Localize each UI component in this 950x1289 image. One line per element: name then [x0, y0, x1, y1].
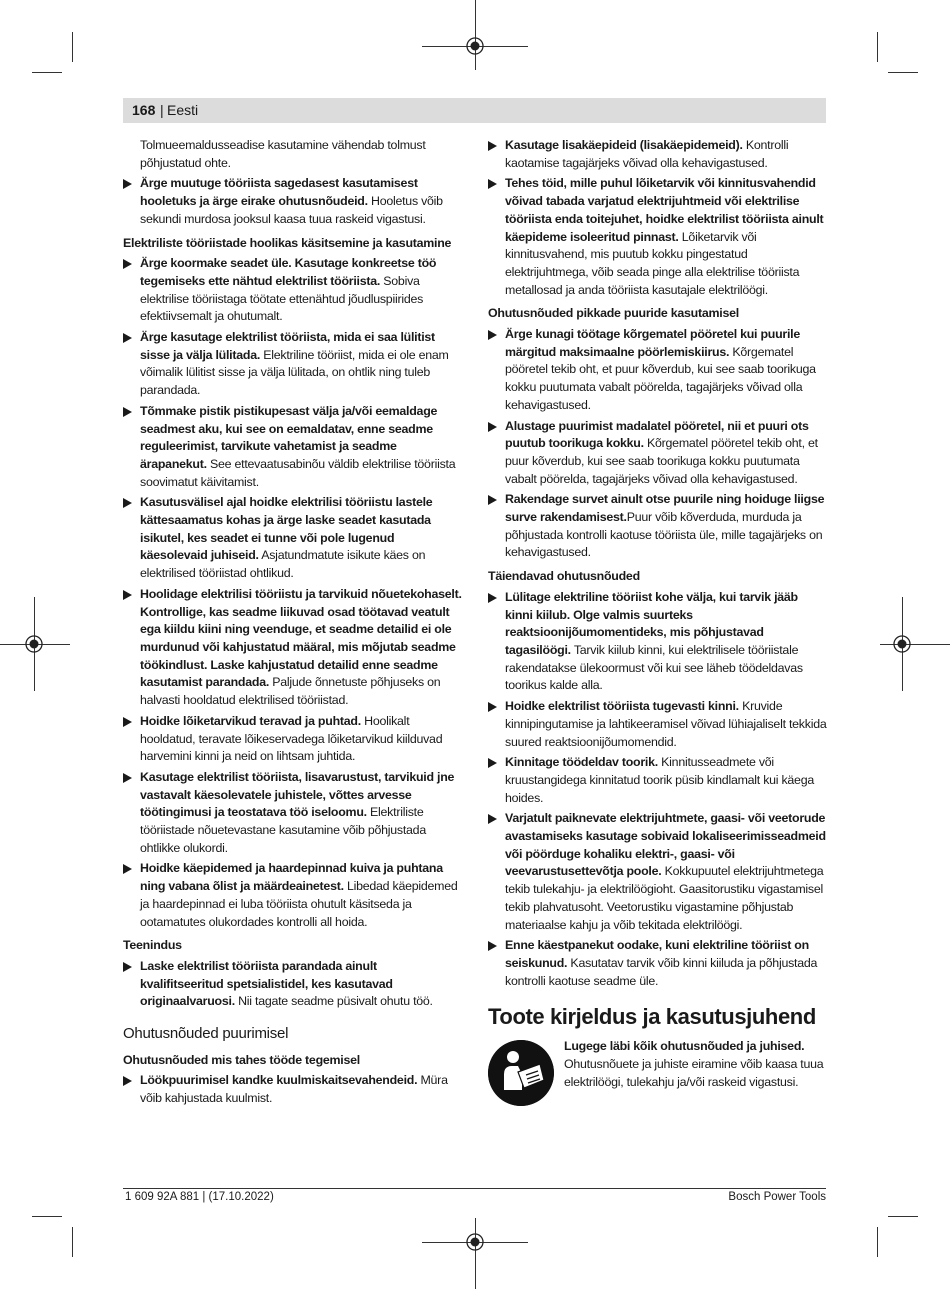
list-item: Ärge kunagi töötage kõrgematel pööretel kui puurile märgitud maksimaalne pöörlemiskiirus. Kõrgematel pööretel tekib oht, et puur kõverdub, kui see saab toorikuga kokku puutumata vabalt pöörelda, tagajärjeks võivad olla kehavigastused. — [488, 326, 828, 415]
crop-mark — [72, 1227, 73, 1257]
list-item: Hoolidage elektrilisi tööriistu ja tarvikuid nõuetekohaselt. Kontrollige, kas seadme liikuvad osad töötavad veatult ega kiildu kiini ning veenduge, et seadme detailid ei ole murdunud või kahjustatud määral, mis mõjutab seadme töökindlust. Laske kahjustatud detailid enne seadme kasutamist parandada. Paljude õnnetuste põhjuseks on halvasti hooldatud elektrilised tööriistad. — [123, 586, 463, 710]
bullet-triangle-icon — [488, 941, 497, 951]
read-manual-icon — [488, 1040, 554, 1106]
list-item: Varjatult paiknevate elektrijuhtmete, gaasi- või veetorude avastamiseks kasutage sobivaid lokaliseerimisseadmeid või pöörduge kohaliku elektri-, gaasi- või veevarustusettevõtja poole. Kokkupuutel elektrijuhtmetega tekib tulekahju- ja elektrilöögioht. Gaasitorustiku vigastamisel tekib plahvatusoht. Veetorustiku vigastamine põhjustab materiaalse kahju ja võib tekitada elektrilöögi. — [488, 810, 828, 934]
bullet-triangle-icon — [123, 333, 132, 343]
continued-paragraph: Tolmueemaldusseadise kasutamine vähendab tolmust põhjustatud ohte. — [140, 138, 426, 170]
bullet-triangle-icon — [488, 330, 497, 340]
crop-mark — [888, 72, 918, 73]
list-item: Hoidke lõiketarvikud teravad ja puhtad. Hoolikalt hooldatud, teravate lõikeservadega lõiketarvikud kiilduvad harvemini kinni ja neid on lihtsam juhtida. — [123, 713, 463, 766]
list-item: Lülitage elektriline tööriist kohe välja, kui tarvik jääb kinni kiilub. Olge valmis suurteks reaktsioonijõumomentideks, mis põhjustavad tagasilöögi. Tarvik kiilub kinni, kui elektrilisele tööriistale rakendatakse ülekoormust või kui see läheb töödeldavas toorikus kalde alla. — [488, 589, 828, 695]
crop-mark — [880, 644, 950, 645]
read-manual-text: Lugege läbi kõik ohutusnõuded ja juhised. Ohutusnõuete ja juhiste eiramine võib kaasa tuua elektrilöögi, tulekahju ja/või raskeid vigastusi. — [564, 1039, 824, 1089]
bullet-triangle-icon — [488, 814, 497, 824]
list-item: Enne käestpanekut oodake, kuni elektriline tööriist on seiskunud. Kasutatav tarvik võib kinni kiiluda ja põhjustada kontrolli kaotuse seadme üle. — [488, 937, 828, 990]
registration-mark-icon — [465, 36, 485, 56]
registration-mark-icon — [465, 1232, 485, 1252]
list-item: Ärge kasutage elektrilist tööriista, mida ei saa lülitist sisse ja välja lülitada. Elektriline tööriist, mida ei ole enam võimalik lülitist sisse ja välja lülitada, on ohtlik ning tuleb parandada. — [123, 329, 463, 400]
list-item: Kinnitage töödeldav toorik. Kinnitusseadmete või kruustangidega kinnitatud toorik püsib kindlamalt kui käega hoides. — [488, 754, 828, 807]
list-item: Tehes töid, mille puhul lõiketarvik või kinnitusvahendid võivad tabada varjatud elektrijuhtmeid või elektrilise tööriista enda toitejuhet, hoidke elektrilist tööriista ainult käepideme isoleeritud pinnast. Lõiketarvik või kinnitusvahend, mis puutub kokku pingestatud elektrijuhtmega, võib seada pinge alla elektrilise tööriista metallosad ja anda tööriista kasutajale elektrilöögi. — [488, 175, 828, 299]
header-separator: | — [160, 102, 164, 118]
list-item: Tõmmake pistik pistikupesast välja ja/või eemaldage seadmest aku, kui see on eemaldatav, enne seadme reguleerimist, tarvikute vahetamist ja seadme ärapanekut. See ettevaatusabinõu väldib elektrilise tööriista soovimatut käivitamist. — [123, 403, 463, 492]
list-item: Rakendage survet ainult otse puurile ning hoiduge liigse surve rakendamisest.Puur võib kõverduda, murduda ja põhjustada kontrolli kaotuse tööriista üle, mille tagajärjeks on kehavigastused. — [488, 491, 828, 562]
bullet-triangle-icon — [123, 864, 132, 874]
bullet-triangle-icon — [123, 773, 132, 783]
crop-mark — [475, 0, 476, 70]
bullet-triangle-icon — [488, 593, 497, 603]
list-item: Kasutusvälisel ajal hoidke elektrilisi tööriistu lastele kättesaamatus kohas ja ärge laske seadet kasutada isikutel, kes seadet ei tunne või pole lugenud käesolevaid juhiseid. Asjatundmatute isikute käes on elektrilised tööriistad ohtlikud. — [123, 494, 463, 583]
crop-mark — [32, 1216, 62, 1217]
list-item: Kasutage lisakäepideid (lisakäepidemeid). Kontrolli kaotamise tagajärjeks võivad olla kehavigastused. — [488, 137, 828, 172]
read-manual-notice — [488, 1038, 828, 1118]
bullet-triangle-icon — [123, 498, 132, 508]
crop-mark — [72, 32, 73, 62]
list-item: Hoidke käepidemed ja haardepinnad kuiva ja puhtana ning vabana õlist ja määrdeainetest. Libedad käepidemed ja haardepinnad ei luba tööriista ohutult käsitseda ja ootamatutes olukordades kontrolli all hoida. — [123, 860, 463, 931]
bullet-triangle-icon — [123, 1076, 132, 1086]
subsection-heading: Elektriliste tööriistade hoolikas käsitsemine ja kasutamine — [123, 235, 452, 250]
bullet-triangle-icon — [488, 702, 497, 712]
bullet-triangle-icon — [123, 259, 132, 269]
crop-mark — [32, 72, 62, 73]
registration-mark-icon — [24, 634, 44, 654]
list-item: Löökpuurimisel kandke kuulmiskaitsevahendeid. Müra võib kahjustada kuulmist. — [123, 1072, 463, 1107]
bullet-triangle-icon — [488, 179, 497, 189]
subsection-heading: Ohutusnõuded pikkade puuride kasutamisel — [488, 306, 739, 321]
list-item: Ärge koormake seadet üle. Kasutage konkreetse töö tegemiseks ette nähtud elektrilist tööriista. Sobiva elektrilise tööriistaga töötate ettenähtud jõudluspiirides efektiivsemalt ja ohutumalt. — [123, 255, 463, 326]
registration-mark-icon — [892, 634, 912, 654]
bullet-triangle-icon — [123, 179, 132, 189]
list-item: Ärge muutuge tööriista sagedasest kasutamisest hooletuks ja ärge eirake ohutusnõudeid. Hooletus võib sekundi murdosa jooksul kaasa tuua raskeid vigastusi. — [123, 175, 463, 228]
subsection-heading: Täiendavad ohutusnõuded — [488, 569, 640, 584]
page-header — [123, 98, 826, 123]
right-column — [488, 137, 828, 1118]
list-item: Laske elektrilist tööriista parandada ainult kvalifitseeritud spetsialistidel, kes kasutavad originaalvaruosi. Nii tagate seadme püsivalt ohutu töö. — [123, 958, 463, 1011]
header-language: Eesti — [167, 102, 199, 118]
bullet-triangle-icon — [488, 141, 497, 151]
list-item: Alustage puurimist madalatel pööretel, nii et puuri ots puutub toorikuga kokku. Kõrgematel pööretel tekib oht, et puur kõverdub, kui see saab toorikuga kokku puutumata vabalt pöörelda, tagajärjeks võivad olla kehavigastused. — [488, 418, 828, 489]
crop-mark — [888, 1216, 918, 1217]
bullet-triangle-icon — [123, 590, 132, 600]
bullet-triangle-icon — [488, 495, 497, 505]
section-heading: Ohutusnõuded puurimisel — [123, 1025, 289, 1043]
footer-rule — [123, 1188, 826, 1189]
left-column — [123, 137, 463, 1111]
subsection-heading: Ohutusnõuded mis tahes tööde tegemisel — [123, 1052, 360, 1067]
bullet-triangle-icon — [123, 717, 132, 727]
crop-mark — [877, 32, 878, 62]
crop-mark — [475, 1218, 476, 1289]
bullet-triangle-icon — [488, 422, 497, 432]
bullet-triangle-icon — [488, 758, 497, 768]
list-item: Kasutage elektrilist tööriista, lisavarustust, tarvikuid jne vastavalt käesolevatele juhistele, võttes arvesse töötingimusi ja teostatava töö iseloomu. Elektriliste tööriistade nõuetevastane kasutamine võib põhjustada ohtlikke olukordi. — [123, 769, 463, 858]
subsection-heading: Teenindus — [123, 938, 182, 953]
bullet-triangle-icon — [123, 407, 132, 417]
page-number: 168 — [132, 102, 156, 118]
crop-mark — [877, 1227, 878, 1257]
footer-doc-number: 1 609 92A 881 | (17.10.2022) — [125, 1191, 274, 1203]
chapter-heading: Toote kirjeldus ja kasutusjuhend — [488, 1004, 816, 1030]
bullet-triangle-icon — [123, 962, 132, 972]
list-item: Hoidke elektrilist tööriista tugevasti kinni. Kruvide kinnipingutamise ja lahtikeeramisel võivad lühiajaliselt tekkida suured reaktsioonijõumomendid. — [488, 698, 828, 751]
footer-brand: Bosch Power Tools — [728, 1191, 826, 1203]
